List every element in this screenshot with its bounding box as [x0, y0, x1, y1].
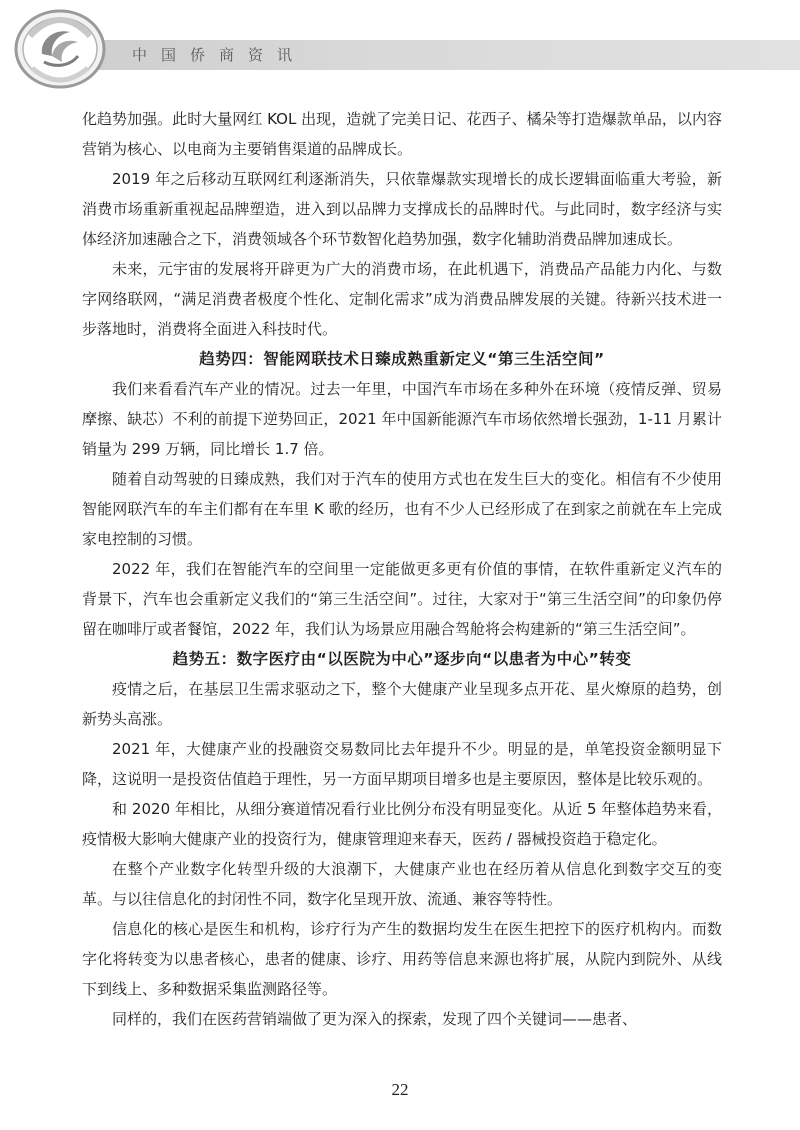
paragraph: 同样的，我们在医药营销端做了更为深入的探索，发现了四个关键词——患者、 — [112, 1010, 638, 1028]
paragraph: 未来，元宇宙的发展将开辟更为广大的消费市场，在此机遇下，消费品产品能力内化、与数字网络联网，“满足消费者极度个性化、定制化需求”成为消费品牌发展的关键。待新兴技术进一步落地时，消费将全面进入科技时代。 — [82, 260, 722, 338]
section-heading-trend-4: 趋势四：智能网联技术日臻成熟重新定义“第三生活空间” — [199, 350, 605, 368]
paragraph: 化趋势加强。此时大量网红 KOL 出现，造就了完美日记、花西子、橘朵等打造爆款单品，以内容营销为核心、以电商为主要销售渠道的品牌成长。 — [82, 110, 722, 158]
paragraph: 疫情之后，在基层卫生需求驱动之下，整个大健康产业呈现多点开花、星火燎原的趋势，创新势头高涨。 — [82, 680, 722, 728]
paragraph: 随着自动驾驶的日臻成熟，我们对于汽车的使用方式也在发生巨大的变化。相信有不少使用智能网联汽车的车主们都有在车里 K 歌的经历，也有不少人已经形成了在到家之前就在车上完成家电控制的习惯。 — [82, 470, 722, 548]
page-number: 22 — [391, 1080, 409, 1099]
header-title: 中国侨商资讯 — [132, 46, 307, 64]
paragraph: 信息化的核心是医生和机构，诊疗行为产生的数据均发生在医生把控下的医疗机构内。而数字化将转变为以患者核心，患者的健康、诊疗、用药等信息来源也将扩展，从院内到院外、从线下到线上、多种数据采集监测路径等。 — [82, 920, 722, 998]
china-overseas-chinese-business-logo-icon — [10, 6, 110, 92]
article-body — [82, 104, 722, 1034]
paragraph: 2022 年，我们在智能汽车的空间里一定能做更多更有价值的事情，在软件重新定义汽车的背景下，汽车也会重新定义我们的“第三生活空间”。过往，大家对于“第三生活空间”的印象仍停留在咖啡厅或者餐馆，2022 年，我们认为场景应用融合驾舱将会构建新的“第三生活空间”。 — [82, 560, 722, 638]
page-header — [0, 0, 800, 100]
paragraph: 我们来看看汽车产业的情况。过去一年里，中国汽车市场在多种外在环境（疫情反弹、贸易摩擦、缺芯）不利的前提下逆势回正，2021 年中国新能源汽车市场依然增长强劲，1-11 月累计销量为 299 万辆，同比增长 1.7 倍。 — [82, 380, 722, 458]
paragraph: 在整个产业数字化转型升级的大浪潮下，大健康产业也在经历着从信息化到数字交互的变革。与以往信息化的封闭性不同，数字化呈现开放、流通、兼容等特性。 — [82, 860, 722, 908]
section-heading-trend-5: 趋势五：数字医疗由“以医院为中心”逐步向“以患者为中心”转变 — [172, 650, 632, 668]
paragraph: 和 2020 年相比，从细分赛道情况看行业比例分布没有明显变化。从近 5 年整体趋势来看，疫情极大影响大健康产业的投资行为，健康管理迎来春天，医药 / 器械投资趋于稳定化。 — [82, 800, 722, 848]
paragraph: 2019 年之后移动互联网红利逐渐消失，只依靠爆款实现增长的成长逻辑面临重大考验，新消费市场重新重视起品牌塑造，进入到以品牌力支撑成长的品牌时代。与此同时，数字经济与实体经济加速融合之下，消费领域各个环节数智化趋势加强，数字化辅助消费品牌加速成长。 — [82, 170, 722, 248]
paragraph: 2021 年，大健康产业的投融资交易数同比去年提升不少。明显的是，单笔投资金额明显下降，这说明一是投资估值趋于理性，另一方面早期项目增多也是主要原因，整体是比较乐观的。 — [82, 740, 722, 788]
